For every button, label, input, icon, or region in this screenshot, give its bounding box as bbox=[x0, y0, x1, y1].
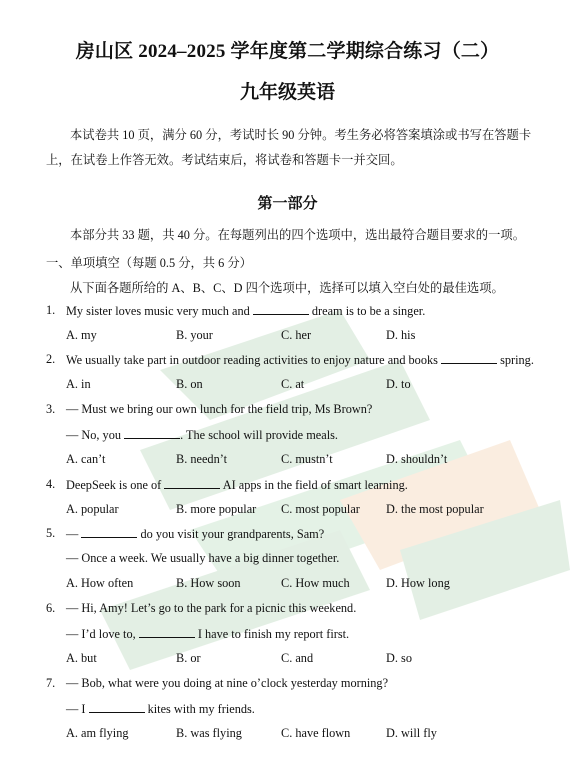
question-number: 6. bbox=[46, 601, 56, 615]
answer-option: D. will fly bbox=[386, 726, 437, 740]
question-number: 4. bbox=[46, 477, 56, 491]
question-text: — do you visit your grandparents, Sam? bbox=[66, 527, 325, 541]
question-text: — Must we bring our own lunch for the field trip, Ms Brown? bbox=[66, 402, 373, 416]
answer-blank bbox=[81, 526, 137, 538]
answer-option: D. his bbox=[386, 328, 416, 342]
question-text: — Hi, Amy! Let’s go to the park for a picnic this weekend. bbox=[66, 601, 357, 615]
answer-blank bbox=[441, 352, 497, 364]
question-text: — No, you . The school will provide meals. bbox=[66, 428, 338, 442]
answer-option: B. was flying bbox=[176, 726, 242, 740]
question-text: — Once a week. We usually have a big dinner together. bbox=[66, 551, 340, 565]
answer-option: A. popular bbox=[66, 502, 119, 516]
answer-option: A. am flying bbox=[66, 726, 129, 740]
answer-option: D. the most popular bbox=[386, 502, 484, 516]
answer-option: C. have flown bbox=[281, 726, 351, 740]
answer-option: B. on bbox=[176, 377, 203, 391]
question-text: DeepSeek is one of AI apps in the field of smart learning. bbox=[66, 478, 408, 492]
answer-option: B. needn’t bbox=[176, 452, 228, 466]
part-title: 第一部分 bbox=[257, 196, 318, 212]
answer-option: D. How long bbox=[386, 576, 450, 590]
answer-option: D. to bbox=[386, 377, 411, 391]
answer-option: C. mustn’t bbox=[281, 452, 333, 466]
answer-option: D. so bbox=[386, 651, 412, 665]
answer-option: A. my bbox=[66, 328, 97, 342]
question-text: — I’d love to, I have to finish my report first. bbox=[66, 627, 350, 641]
question-text: My sister loves music very much and dream is to be a singer. bbox=[66, 304, 426, 318]
answer-blank bbox=[164, 477, 220, 489]
answer-blank bbox=[124, 427, 180, 439]
question-number: 1. bbox=[46, 303, 56, 317]
answer-option: A. How often bbox=[66, 576, 134, 590]
exam-instructions: 本试卷共 10 页，满分 60 分，考试时长 90 分钟。考生务必将答案填涂或书写在答题卡上，在试卷上作答无效。考试结束后，将试卷和答题卡一并交回。 bbox=[46, 128, 532, 167]
answer-blank bbox=[253, 303, 309, 315]
answer-option: B. How soon bbox=[176, 576, 241, 590]
question-text: — Bob, what were you doing at nine o’clock yesterday morning? bbox=[66, 676, 389, 690]
answer-option: D. shouldn’t bbox=[386, 452, 448, 466]
answer-option: B. more popular bbox=[176, 502, 257, 516]
question-text: We usually take part in outdoor reading activities to enjoy nature and books spring. bbox=[66, 353, 534, 367]
answer-option: B. or bbox=[176, 651, 201, 665]
question-number: 3. bbox=[46, 402, 56, 416]
part-description: 本部分共 33 题，共 40 分。在每题列出的四个选项中，选出最符合题目要求的一项。 bbox=[70, 228, 525, 242]
exam-title: 房山区 2024–2025 学年度第二学期综合练习（二） bbox=[75, 41, 500, 62]
answer-option: C. How much bbox=[281, 576, 350, 590]
answer-option: B. your bbox=[176, 328, 213, 342]
question-text: — I kites with my friends. bbox=[66, 702, 255, 716]
answer-option: C. and bbox=[281, 651, 314, 665]
answer-option: C. at bbox=[281, 377, 305, 391]
exam-subtitle: 九年级英语 bbox=[239, 82, 335, 103]
answer-blank bbox=[89, 701, 145, 713]
question-number: 5. bbox=[46, 526, 56, 540]
answer-option: A. in bbox=[66, 377, 91, 391]
section-instruction: 从下面各题所给的 A、B、C、D 四个选项中，选择可以填入空白处的最佳选项。 bbox=[70, 281, 504, 295]
answer-option: C. most popular bbox=[281, 502, 360, 516]
question-number: 2. bbox=[46, 352, 56, 366]
answer-option: C. her bbox=[281, 328, 312, 342]
answer-option: A. but bbox=[66, 651, 97, 665]
answer-blank bbox=[139, 626, 195, 638]
section-title: 一、单项填空（每题 0.5 分，共 6 分） bbox=[46, 256, 252, 270]
answer-option: A. can’t bbox=[66, 452, 106, 466]
question-number: 7. bbox=[46, 676, 56, 690]
